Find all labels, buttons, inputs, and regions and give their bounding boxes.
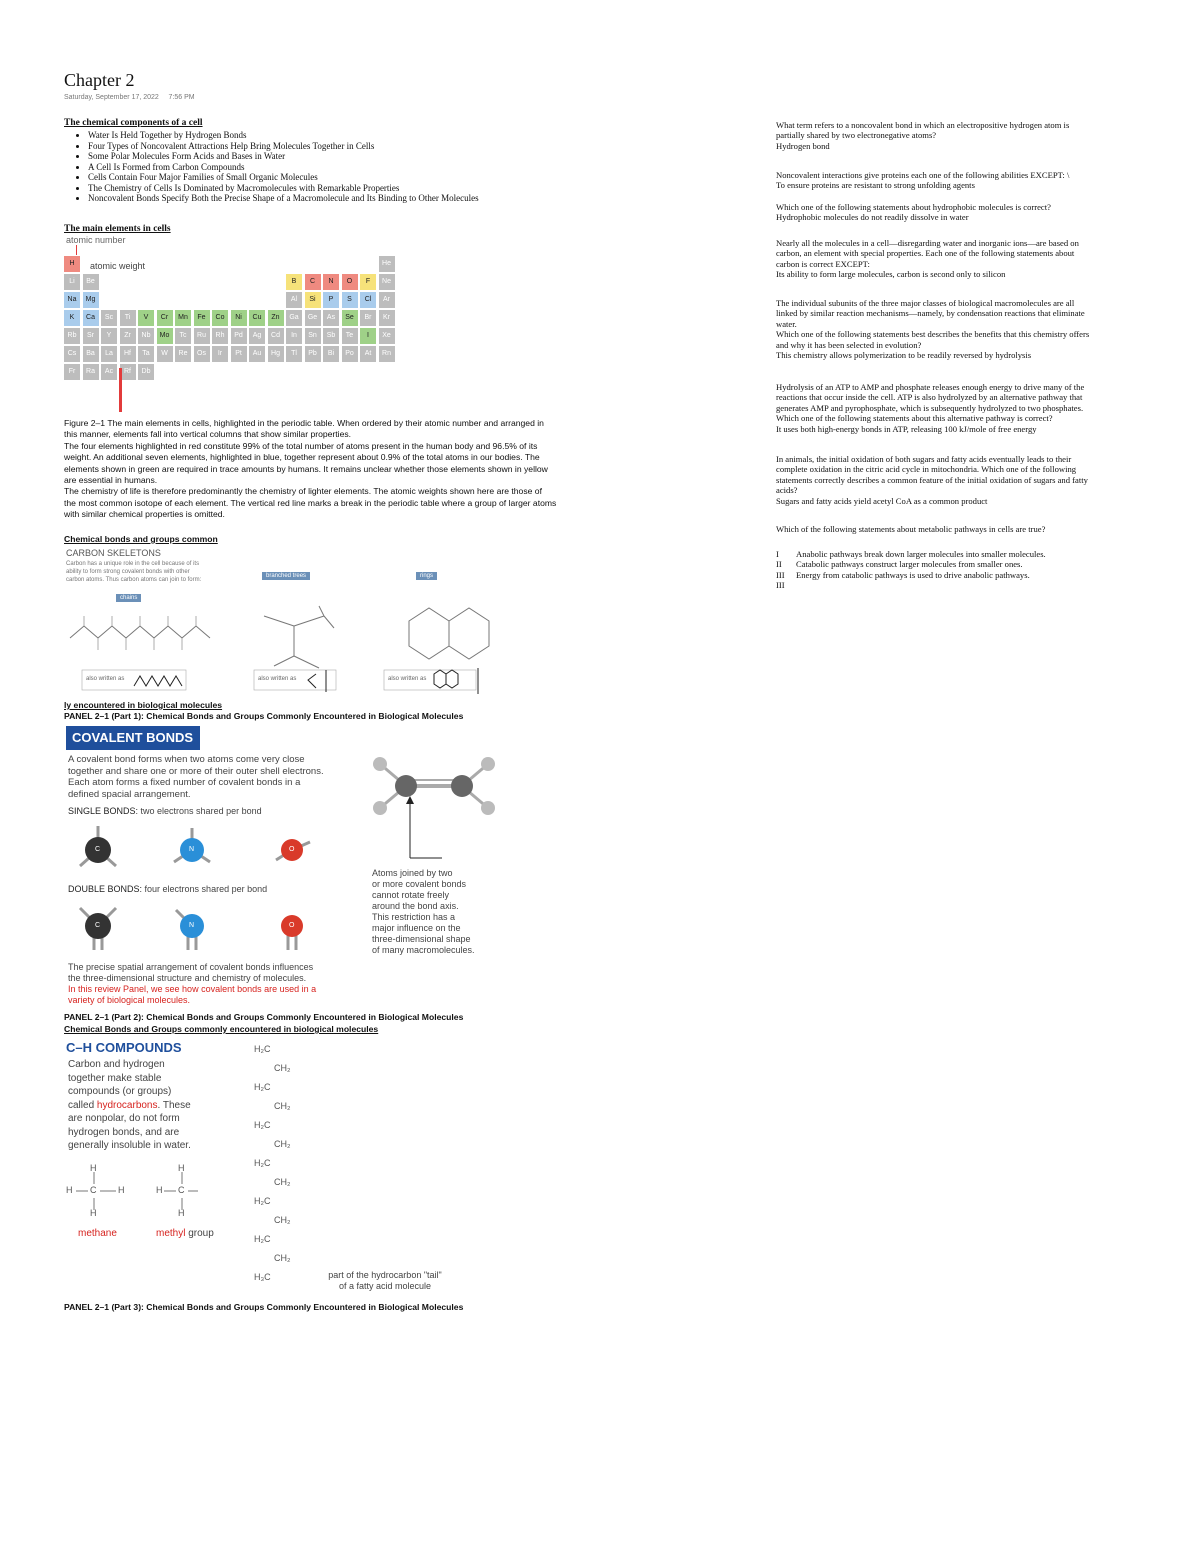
precise-line: the three-dimensional structure and chemistry of molecules. [68,973,307,983]
methyl-group-label [156,1228,214,1239]
element-rf: Rf [120,364,136,380]
element-al: Al [286,292,302,308]
question-line: carbon is correct EXCEPT: [776,258,870,269]
element-sn: Sn [305,328,321,344]
methyl-h-bottom: H [178,1208,185,1218]
chain-group: CH₂ [274,1063,291,1073]
element-pt: Pt [231,346,247,362]
element-k: K [64,310,80,326]
precise-note [68,962,368,984]
caption-line: weight. An additional seven elements, highlighted in blue, together represent about 0.9% of the total atoms in our bodies. The [64,452,540,463]
methyl-term: methyl [156,1228,186,1239]
main-elements-heading: The main elements in cells [64,224,171,234]
ch-desc-line: generally insoluble in water. [68,1140,191,1151]
cs-desc-line: carbon atoms. Thus carbon atoms can join to form: [66,577,202,583]
group-word: group [185,1228,214,1239]
element-i: I [360,328,376,344]
element-at: At [360,346,376,362]
ch-desc [68,1058,238,1153]
element-po: Po [342,346,358,362]
question-line: Hydrophobic molecules do not readily dissolve in water [776,212,969,223]
element-cl: Cl [360,292,376,308]
question-line: Its ability to form large molecules, carbon is second only to silicon [776,269,1006,280]
element-fe: Fe [194,310,210,326]
question-line: reactions that occur inside the cell. ATP is also hydrolyzed by an alternative pathway that [776,392,1083,403]
ch-compounds-banner: C–H COMPOUNDS [66,1040,182,1055]
element-ag: Ag [249,328,265,344]
element-be: Be [83,274,99,290]
chain-group: H₂C [254,1044,271,1054]
ch-desc-line: compounds (or groups) [68,1086,172,1097]
ch-desc-these: . These [157,1099,191,1111]
caption-line: elements shown in green are required in trace amounts by humans. It remains unclear whether those elements shown in yellow [64,463,548,474]
element-f: F [360,274,376,290]
chain-group: CH₂ [274,1177,291,1187]
atom-c-label-1: C [95,846,101,853]
ch-desc-called: called [68,1099,97,1111]
rotate-note-line: This restriction has a [372,912,456,922]
double-bonds-title: DOUBLE BONDS: [68,884,143,894]
ch-desc-line-hydrocarbons [68,1099,238,1113]
precise-line: The precise spatial arrangement of covalent bonds influences [68,962,314,972]
question-line: and why it has been selected in evolution? [776,339,922,350]
question-line: linked by similar reaction mechanisms—namely, by condensation reactions that eliminate [776,308,1085,319]
chain-group: H₂C [254,1082,271,1092]
panel-1-caption: PANEL 2–1 (Part 1): Chemical Bonds and Groups Commonly Encountered in Biological Molecules [64,711,464,721]
element-au: Au [249,346,265,362]
element-se: Se [342,310,358,326]
ch-desc-lines-1 [68,1058,238,1099]
metabolic-numeral: III [776,569,785,580]
element-ir: Ir [212,346,228,362]
ethylene-ball-stick [366,750,496,862]
metabolic-numeral: I [776,549,779,559]
element-mn: Mn [175,310,191,326]
element-ga: Ga [286,310,302,326]
metabolic-numeral: II [776,559,782,570]
covalent-desc-line: together and share one or more of their outer shell electrons. [68,765,324,777]
single-bonds-title: SINGLE BONDS: [68,806,139,816]
question-line: Which one of the following statements about hydrophobic molecules is correct? [776,202,1051,212]
element-fr: Fr [64,364,80,380]
question-line: carbon, an element with special properties. Each one of the following statements about [776,248,1075,259]
component-item: • Noncovalent Bonds Specify Both the Precise Shape of a Macromolecule and Its Binding to Other Molecules [88,193,648,204]
element-v: V [138,310,154,326]
methyl-c: C [178,1185,185,1195]
nitrogen-double-molecule [176,910,204,950]
element-y: Y [101,328,117,344]
ch-desc-line: hydrogen bonds, and are [68,1126,180,1138]
element-cs: Cs [64,346,80,362]
caption-line: The chemistry of life is therefore predominantly the chemistry of lighter elements. The atomic weights shown here are those of [64,486,542,497]
element-pd: Pd [231,328,247,344]
element-ne: Ne [379,274,395,290]
element-sc: Sc [101,310,117,326]
metabolic-text: Catabolic pathways construct larger molecules from smaller ones. [796,559,1023,570]
question-block [776,454,1194,506]
element-tc: Tc [175,328,191,344]
bonds-heading-tail: ly encountered in biological molecules [64,700,223,710]
bonds-heading-2: Chemical Bonds and Groups commonly encountered in biological molecules [64,1024,379,1034]
chains-tag: chains [116,594,141,602]
hydrocarbons-term: hydrocarbons [96,1099,158,1111]
element-s: S [342,292,358,308]
component-item: • Four Types of Noncovalent Attractions Help Bring Molecules Together in Cells [88,141,648,152]
element-la: La [101,346,117,362]
fatty-acid-chain [248,1044,308,1294]
question-line: generates AMP and pyrophosphate, which is subsequently hydrolyzed to two phosphates. [776,402,1084,413]
question-line: To ensure proteins are resistant to strong unfolding agents [776,180,975,191]
atom-o-label-1: O [289,846,295,853]
methane-h-bottom: H [90,1208,97,1218]
question-line: statements correctly describes a common feature of the initial oxidation of sugars and fatty [776,474,1088,485]
caption-line: Figure 2–1 The main elements in cells, highlighted in the periodic table. When ordered by their atomic number and arranged in [64,418,544,428]
covalent-desc-line: Each atom forms a fixed number of covalent bonds in a [68,777,301,788]
component-item: • The Chemistry of Cells Is Dominated by Macromolecules with Remarkable Properties [88,183,648,194]
element-ni: Ni [231,310,247,326]
element-cr: Cr [157,310,173,326]
element-zn: Zn [268,310,284,326]
question-line: acids? [776,485,798,496]
page-title: Chapter 2 [64,70,135,90]
caption-line: with similar chemical properties is omitted. [64,509,225,520]
branched-drawing [264,606,334,668]
double-bond-molecules [66,896,366,960]
element-tl: Tl [286,346,302,362]
carbon-double-molecule [80,908,116,950]
double-bonds-text: four electrons shared per bond [142,884,268,894]
components-list [60,130,648,204]
component-item: • Some Polar Molecules Form Acids and Bases in Water [88,151,648,162]
covalent-desc-line: A covalent bond forms when two atoms come very close [68,754,305,765]
question-line: Which one of the following statements about this alternative pathway is correct? [776,413,1053,424]
question-line: Sugars and fatty acids yield acetyl CoA as a common product [776,495,988,506]
element-ra: Ra [83,364,99,380]
question-line: It uses both high-energy bonds in ATP, releasing 100 kJ/mole of free energy [776,423,1037,434]
question-line: water. [776,318,797,329]
also-written-label-3: also written as [388,676,427,682]
question-line: Nearly all the molecules in a cell—disregarding water and inorganic ions—are based on [776,238,1079,248]
element-hg: Hg [268,346,284,362]
rotate-note-line: Atoms joined by two [372,868,453,878]
cs-desc-line: Carbon has a unique role in the cell because of its [66,561,200,567]
element-bi: Bi [323,346,339,362]
element-na: Na [64,292,80,308]
rotate-note-line: major influence on the [372,923,461,933]
element-rh: Rh [212,328,228,344]
element-db: Db [138,364,154,380]
component-item: • A Cell Is Formed from Carbon Compounds [88,162,648,173]
atomic-number-label: atomic number [66,235,126,245]
question-block [776,382,1194,434]
also-written-label-2: also written as [258,676,297,682]
bonds-heading: Chemical bonds and groups common [64,534,218,544]
element-ge: Ge [305,310,321,326]
element-he: He [379,256,395,272]
element-cu: Cu [249,310,265,326]
element-rn: Rn [379,346,395,362]
question-line: Hydrolysis of an ATP to AMP and phosphate releases enough energy to drive many of the [776,382,1085,392]
rotate-note-line: of many macromolecules. [372,945,475,955]
element-cd: Cd [268,328,284,344]
metabolic-text: Anabolic pathways break down larger molecules into smaller molecules. [796,549,1046,559]
element-ar: Ar [379,292,395,308]
atom-n-label-2: N [189,922,195,929]
rotate-note [372,868,502,956]
element-br: Br [360,310,376,326]
covalent-bonds-banner: COVALENT BONDS [66,726,200,750]
question-line: Which of the following statements about metabolic pathways in cells are true? [776,524,1046,534]
question-line: Noncovalent interactions give proteins each one of the following abilities EXCEPT: \ [776,170,1070,180]
element-te: Te [342,328,358,344]
carbon-skeletons-figure [64,546,504,698]
caption-line: the most common isotope of each element. The vertical red line marks a break in the periodic table where a group of larger atoms [64,497,557,508]
rotate-note-line: cannot rotate freely [372,890,450,900]
element-ti: Ti [120,310,136,326]
covalent-desc-line: defined spacial arrangement. [68,788,191,800]
ch-desc-line: Carbon and hydrogen [68,1059,165,1070]
element-ac: Ac [101,364,117,380]
precise-note-red [68,984,368,1006]
periodic-break-line [119,368,122,412]
chain-group: H₂C [254,1196,271,1206]
fatty-acid-chain-label [310,1270,460,1292]
ring-drawing [409,608,449,659]
question-block [776,298,1194,360]
single-bond-molecules [66,818,366,878]
panel-3-caption: PANEL 2–1 (Part 3): Chemical Bonds and Groups Commonly Encountered in Biological Molecules [64,1302,464,1312]
question-line: partially shared by two electronegative atoms? [776,130,937,141]
metabolic-item [776,559,1196,569]
methane-h-left: H [66,1185,73,1195]
metabolic-numeral: III [776,580,785,591]
metabolic-item [776,549,1196,559]
element-w: W [157,346,173,362]
question-line: The individual subunits of the three major classes of biological macromolecules are all [776,298,1075,308]
atomic-number-pointer [76,245,77,255]
atom-o-label-2: O [289,922,295,929]
precise-red-line: variety of biological molecules. [68,995,191,1005]
element-kr: Kr [379,310,395,326]
caption-line: The four elements highlighted in red constitute 99% of the total number of atoms present in the human body and 96.5% of its [64,440,538,451]
question-line: complete oxidation in the citric acid cycle in mitochondria. Which one of the following [776,464,1077,475]
element-hf: Hf [120,346,136,362]
question-block [776,202,1194,223]
components-heading: The chemical components of a cell [64,118,203,128]
element-b: B [286,274,302,290]
element-n: N [323,274,339,290]
covalent-desc [68,754,368,800]
element-pb: Pb [305,346,321,362]
metabolic-text: Energy from catabolic pathways is used to drive anabolic pathways. [796,569,1030,580]
chain-drawing [70,626,210,638]
question-block [776,170,1194,191]
caption-line: this manner, elements fall into vertical columns that show similar properties. [64,429,352,440]
single-bonds-text: two electrons shared per bond [138,806,262,816]
rings-tag: rings [416,572,437,580]
element-h: H [64,256,80,272]
cs-desc-line: ability to form strong covalent bonds with other [66,569,190,575]
precise-red-line: In this review Panel, we see how covalent bonds are used in a [68,984,317,994]
element-rb: Rb [64,328,80,344]
question-block [776,524,1194,534]
element-si: Si [305,292,321,308]
element-zr: Zr [120,328,136,344]
element-ba: Ba [83,346,99,362]
element-os: Os [194,346,210,362]
caption-line: are essential in humans. [64,475,158,486]
atomic-weight-label: atomic weight [90,261,146,271]
element-in: In [286,328,302,344]
chain-group: H₂C [254,1234,271,1244]
chain-group: H₃C [254,1272,271,1282]
question-block [776,238,1194,280]
element-ca: Ca [83,310,99,326]
branched-tag: branched trees [262,572,310,580]
element-sr: Sr [83,328,99,344]
rotate-note-line: three-dimensional shape [372,934,471,944]
ch-desc-lines-3 [68,1112,238,1153]
metabolic-items [776,549,1196,591]
carbon-skeletons-title: CARBON SKELETONS [66,548,161,558]
element-re: Re [175,346,191,362]
panel-2-caption: PANEL 2–1 (Part 2): Chemical Bonds and Groups Commonly Encountered in Biological Molecules [64,1012,464,1022]
chain-group: CH₂ [274,1253,291,1263]
question-line: This chemistry allows polymerization to be readily reversed by hydrolysis [776,350,1032,361]
chain-group: CH₂ [274,1101,291,1111]
methyl-h-left: H [156,1185,163,1195]
metabolic-item [776,580,1196,590]
element-nb: Nb [138,328,154,344]
chain-group: CH₂ [274,1139,291,1149]
question-block [776,120,1194,151]
methane-h-right: H [118,1185,125,1195]
component-item: • Water Is Held Together by Hydrogen Bonds [88,130,648,141]
chain-group: H₂C [254,1158,271,1168]
element-mg: Mg [83,292,99,308]
element-o: O [342,274,358,290]
also-written-label-1: also written as [86,676,125,682]
methane-c: C [90,1185,97,1195]
element-sb: Sb [323,328,339,344]
element-as: As [323,310,339,326]
oxygen-double-molecule [281,915,303,950]
metabolic-item [776,570,1196,580]
single-bonds-label [68,806,262,816]
chain-group: CH₂ [274,1215,291,1225]
nitrogen-single-molecule [174,828,210,862]
rotate-note-line: around the bond axis. [372,901,459,911]
page-datetime: Saturday, September 17, 2022 7:56 PM [64,94,195,101]
chain-group: H₂C [254,1120,271,1130]
chain-label-line: part of the hydrocarbon "tail" [328,1270,442,1280]
question-line: In animals, the initial oxidation of both sugars and fatty acids eventually leads to their [776,454,1072,464]
methane-h-top: H [90,1163,97,1173]
element-mo: Mo [157,328,173,344]
element-c: C [305,274,321,290]
element-co: Co [212,310,228,326]
component-item: • Cells Contain Four Major Families of Small Organic Molecules [88,172,648,183]
question-line: Hydrogen bond [776,140,830,151]
element-p: P [323,292,339,308]
question-line: What term refers to a noncovalent bond in which an electropositive hydrogen atom is [776,120,1070,130]
question-line: Which one of the following statements best describes the benefits that this chemistry offers [776,329,1090,340]
double-bonds-label [68,884,267,894]
rotate-note-line: or more covalent bonds [372,879,467,889]
methane-label: methane [78,1228,117,1239]
element-ru: Ru [194,328,210,344]
figure-caption [64,418,644,521]
ch-desc-line: are nonpolar, do not form [68,1113,180,1124]
ch-desc-line: together make stable [68,1072,162,1084]
chain-label-line: of a fatty acid molecule [338,1281,432,1291]
atom-c-label-2: C [95,922,101,929]
atom-n-label-1: N [189,846,195,853]
element-xe: Xe [379,328,395,344]
element-li: Li [64,274,80,290]
element-ta: Ta [138,346,154,362]
methyl-h-top: H [178,1163,185,1173]
